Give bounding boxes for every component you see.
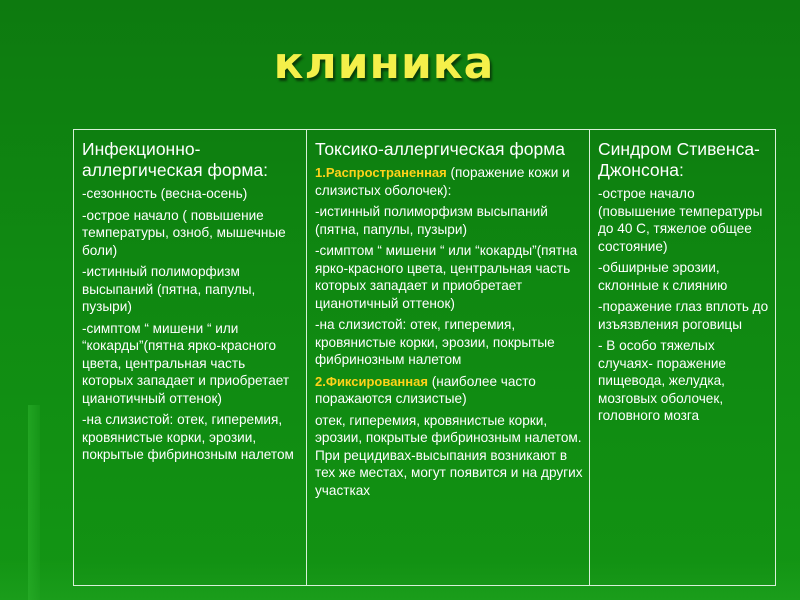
column-stevens-johnson	[590, 130, 777, 585]
clinical-forms-table	[73, 129, 776, 586]
list-item: -истинный полиморфизм высыпаний (пятна, папулы, пузыри)	[82, 264, 256, 314]
list-item: -острое начало ( повышение температуры, озноб, мышечные боли)	[82, 207, 286, 258]
column-header: Токсико-аллергическая форма	[315, 139, 565, 159]
subtype-description: (поражение кожи и слизистых оболочек):	[315, 165, 570, 198]
column-infectious-allergic	[74, 130, 307, 585]
column-toxic-allergic	[307, 130, 590, 585]
slide-title: клиника	[273, 38, 495, 89]
list-item: -на слизистой: отек, гиперемия, кровянистые корки, эрозии, покрытые фибринозным налетом	[82, 412, 294, 462]
list-item: -симптом “ мишени “ или “кокарды”(пятна ярко-красного цвета, центральная часть которых западает и приобретает цианотичный оттенок)	[315, 243, 578, 311]
list-item: -на слизистой: отек, гиперемия, кровянистые корки, эрозии, покрытые фибринозным налетом	[315, 317, 555, 367]
list-item: отек, гиперемия, кровянистые корки, эрозии, покрытые фибринозным налетом. При рецидивах-высыпания возникают в тех же местах, могут появится и на других участках	[315, 412, 583, 498]
list-item: - В особо тяжелых случаях- поражение пищевода, желудка, мозговых оболочек, головного мозга	[598, 338, 726, 423]
list-item: -истинный полиморфизм высыпаний (пятна, папулы, пузыри)	[315, 204, 548, 237]
list-item: -острое начало (повышение температуры до 40 С, тяжелое общее состояние)	[598, 186, 763, 254]
subtype-fixed	[315, 373, 583, 408]
list-item: -сезонность (весна-осень)	[82, 186, 248, 201]
column-header: Инфекционно-аллергическая форма:	[82, 139, 268, 180]
subtype-widespread	[315, 164, 583, 199]
column-header: Синдром Стивенса-Джонсона:	[598, 139, 760, 180]
list-item: -обширные эрозии, склонные к слиянию	[598, 260, 728, 293]
subtype-description: (наиболее часто поражаются слизистые)	[315, 373, 536, 406]
list-item: -симптом “ мишени “ или “кокарды”(пятна ярко-красного цвета, центральная часть которых западает и приобретает цианотичный оттенок)	[82, 320, 290, 406]
list-item: -поражение глаз вплоть до изъязвления роговицы	[598, 299, 769, 332]
subtype-label: 1.Распространенная	[315, 165, 447, 180]
subtype-label: 2.Фиксированная	[315, 373, 428, 389]
